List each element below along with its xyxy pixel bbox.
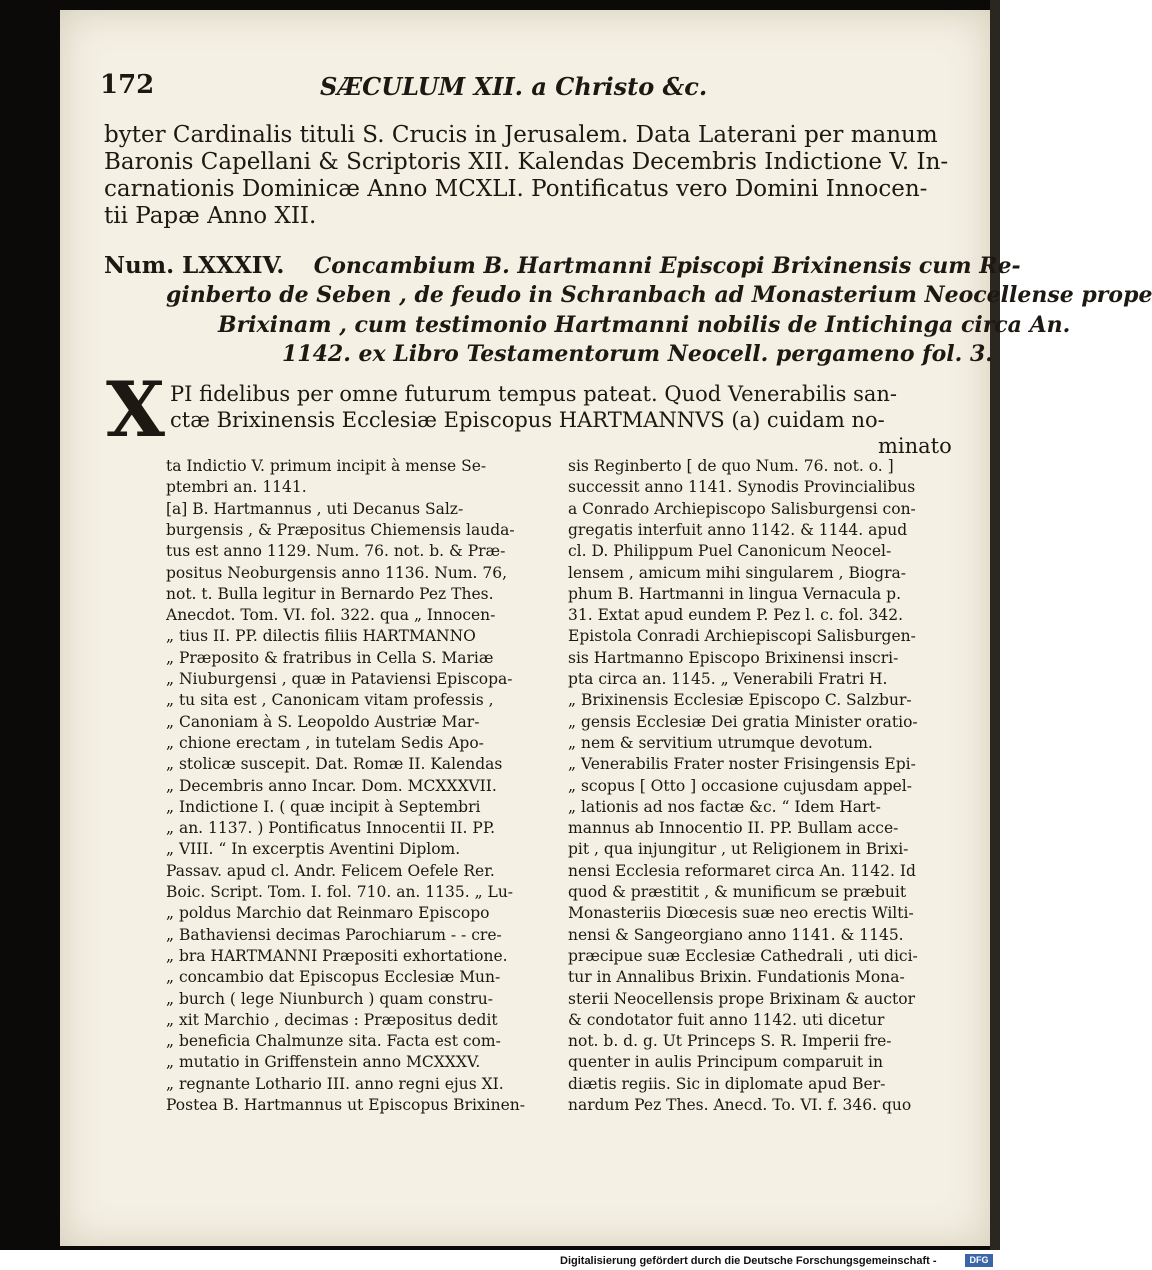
- footnote-line: nardum Pez Thes. Anecd. To. VI. f. 346. quo: [568, 1096, 912, 1114]
- footnote-line: Postea B. Hartmannus ut Episcopus Brixinen-: [166, 1096, 525, 1114]
- footnote-line: Monasteriis Diœcesis suæ neo erectis Wilti-: [568, 904, 914, 923]
- footnote-line: phum B. Hartmanni in lingua Vernacula p.: [568, 584, 901, 603]
- footnote-line: Epistola Conradi Archiepiscopi Salisburgen-: [568, 627, 916, 646]
- footnote-line: nensi & Sangeorgiano anno 1141. & 1145.: [568, 925, 904, 944]
- running-title: SÆCULUM XII. a Christo &c.: [320, 72, 708, 101]
- footnote-line: „ regnante Lothario III. anno regni ejus XI.: [166, 1074, 504, 1093]
- footnote-line: diætis regiis. Sic in diplomate apud Ber-: [568, 1074, 886, 1093]
- footnote-line: „ beneficia Chalmunze sita. Facta est com-: [166, 1032, 501, 1051]
- footnote-line: lensem , amicum mihi singularem , Biogra-: [568, 563, 906, 582]
- footnote-line: „ tu sita est , Canonicam vitam professis ,: [166, 691, 494, 710]
- footnote-line: sterii Neocellensis prope Brixinam & auctor: [568, 989, 915, 1008]
- footnote-line: „ Præposito & fratribus in Cella S. Mariæ: [166, 648, 494, 667]
- footnote-line: ta Indictio V. primum incipit à mense Se-: [166, 457, 487, 475]
- footnote-line: „ poldus Marchio dat Reinmaro Episcopo: [166, 904, 490, 923]
- footnote-line: „ scopus [ Otto ] occasione cujusdam appel-: [568, 776, 912, 795]
- footnote-line: nensi Ecclesia reformaret circa An. 1142. Id: [568, 861, 916, 880]
- footnote-line: successit anno 1141. Synodis Provincialibus: [568, 478, 916, 497]
- page-number: 172: [100, 70, 155, 100]
- footnote-line: „ an. 1137. ) Pontificatus Innocentii II. PP.: [166, 819, 496, 838]
- footnote-line: tus est anno 1129. Num. 76. not. b. & Præ-: [166, 542, 506, 561]
- footnote-line: not. t. Bulla legitur in Bernardo Pez Thes.: [166, 584, 494, 603]
- footnote-line: not. b. d. g. Ut Princeps S. R. Imperii fre-: [568, 1032, 892, 1051]
- footnote-line: pit , qua injungitur , ut Religionem in Brixi-: [568, 840, 909, 859]
- drop-cap: X: [106, 365, 165, 454]
- footnote-line: quenter in aulis Principum comparuit in: [568, 1053, 883, 1072]
- footnote-line: „ chione erectam , in tutelam Sedis Apo-: [166, 733, 484, 752]
- page-edge: [990, 0, 1000, 1250]
- footnote-line: „ nem & servitium utrumque devotum.: [568, 733, 873, 752]
- footnote-line: [a] B. Hartmannus , uti Decanus Salz-: [166, 499, 464, 518]
- footnote-line: „ mutatio in Griffenstein anno MCXXXV.: [166, 1053, 481, 1072]
- footnote-line: pta circa an. 1145. „ Venerabili Fratri H.: [568, 670, 888, 688]
- footnote-line: „ Bathaviensi decimas Parochiarum - - cre-: [166, 925, 502, 944]
- footnote-line: Anecdot. Tom. VI. fol. 322. qua „ Innocen-: [166, 606, 496, 625]
- footnote-line: „ Niuburgensi , quæ in Pataviensi Episcopa-: [166, 670, 513, 688]
- footnote-line: 31. Extat apud eundem P. Pez l. c. fol. 342.: [568, 606, 903, 625]
- intro-line: byter Cardinalis tituli S. Crucis in Jerusalem. Data Laterani per manum: [104, 122, 938, 148]
- footnote-line: „ Canoniam à S. Leopoldo Austriæ Mar-: [166, 712, 480, 731]
- footnote-line: positus Neoburgensis anno 1136. Num. 76,: [166, 563, 508, 582]
- body-line: PI fidelibus per omne futurum tempus pateat. Quod Venerabilis san-: [170, 382, 897, 406]
- footnote-line: „ concambio dat Episcopus Ecclesiæ Mun-: [166, 968, 501, 987]
- footnote-line: burgensis , & Præpositus Chiemensis lauda-: [166, 520, 515, 539]
- footnote-line: „ Brixinensis Ecclesiæ Episcopo C. Salzbur-: [568, 691, 912, 710]
- footnote-line: „ lationis ad nos factæ &c. “ Idem Hart-: [568, 797, 881, 816]
- footnote-line: sis Reginberto [ de quo Num. 76. not. o. ]: [568, 457, 894, 475]
- footnote-line: „ Venerabilis Frater noster Frisingensis Epi-: [568, 755, 916, 774]
- footnote-line: gregatis interfuit anno 1142. & 1144. apud: [568, 520, 908, 539]
- dfg-logo: DFG: [965, 1254, 993, 1267]
- intro-line: carnationis Dominicæ Anno MCXLI. Pontificatus vero Domini Innocen-: [104, 176, 928, 202]
- document-title-line: 1142. ex Libro Testamentorum Neocell. pergameno fol. 3.: [282, 341, 993, 367]
- footnote-line: „ tius II. PP. dilectis filiis HARTMANNO: [166, 627, 476, 646]
- document-title-line: Brixinam , cum testimonio Hartmanni nobilis de Intichinga circa An.: [218, 312, 1071, 338]
- intro-line: tii Papæ Anno XII.: [104, 203, 317, 229]
- document-number: Num. LXXXIV.: [104, 252, 285, 279]
- document-title-line: ginberto de Seben , de feudo in Schranbach ad Monasterium Neocellense prope: [166, 282, 1152, 308]
- footnote-line: ptembri an. 1141.: [166, 478, 307, 497]
- footnote-line: „ gensis Ecclesiæ Dei gratia Minister oratio-: [568, 712, 918, 731]
- footnote-line: „ Indictione I. ( quæ incipit à Septembri: [166, 797, 481, 816]
- footnote-line: sis Hartmanno Episcopo Brixinensi inscri-: [568, 648, 899, 667]
- document-title-line: Concambium B. Hartmanni Episcopi Brixinensis cum Re-: [313, 253, 1021, 279]
- footnote-line: tur in Annalibus Brixin. Fundationis Mona-: [568, 968, 905, 987]
- body-line: ctæ Brixinensis Ecclesiæ Episcopus HARTMANNVS (a) cuidam no-: [170, 408, 885, 432]
- footnote-line: „ VIII. “ In excerptis Aventini Diplom.: [166, 840, 461, 859]
- footnote-line: „ bra HARTMANNI Præpositi exhortatione.: [166, 946, 508, 965]
- footnote-line: „ xit Marchio , decimas : Præpositus dedit: [166, 1010, 498, 1029]
- body-line: minato: [878, 434, 952, 458]
- footnote-line: & condotator fuit anno 1142. uti dicetur: [568, 1010, 885, 1029]
- intro-line: Baronis Capellani & Scriptoris XII. Kalendas Decembris Indictione V. In-: [104, 149, 949, 175]
- footnote-line: „ burch ( lege Niunburch ) quam constru-: [166, 989, 493, 1008]
- footnote-line: quod & præstitit , & munificum se præbuit: [568, 883, 907, 901]
- footnote-line: a Conrado Archiepiscopo Salisburgensi con-: [568, 499, 916, 518]
- digitization-credit: Digitalisierung gefördert durch die Deutsche Forschungsgemeinschaft -: [560, 1255, 937, 1267]
- footnote-line: mannus ab Innocentio II. PP. Bullam acce-: [568, 819, 899, 838]
- footnote-line: præcipue suæ Ecclesiæ Cathedrali , uti dici-: [568, 946, 918, 965]
- footnote-line: Boic. Script. Tom. I. fol. 710. an. 1135. „ Lu-: [166, 883, 514, 901]
- footnote-line: cl. D. Philippum Puel Canonicum Neocel-: [568, 542, 892, 561]
- footnote-line: „ stolicæ suscepit. Dat. Romæ II. Kalendas: [166, 755, 503, 774]
- footnote-line: „ Decembris anno Incar. Dom. MCXXXVII.: [166, 776, 497, 795]
- footnote-line: Passav. apud cl. Andr. Felicem Oefele Rer.: [166, 861, 495, 880]
